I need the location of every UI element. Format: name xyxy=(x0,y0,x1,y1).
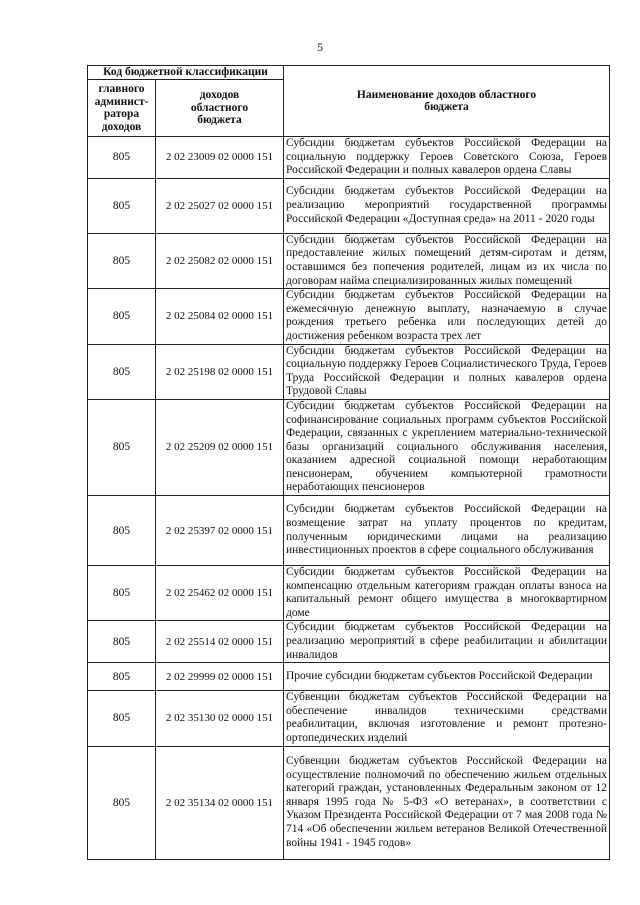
income-code-cell: 2 02 25462 02 0000 151 xyxy=(156,566,284,621)
income-name-cell: Субсидии бюджетам субъектов Российской Федерации на реализацию мероприятий в сфере реабилитации и абилитации инвалидов xyxy=(284,621,610,663)
income-name-cell: Субсидии бюджетам субъектов Российской Федерации на социальную поддержку Героев Социалистического Труда, Героев Труда Российской Федерации и полных кавалеров ордена Трудовой Славы xyxy=(284,344,610,399)
table-row xyxy=(88,663,610,691)
admin-code-cell: 805 xyxy=(88,289,156,344)
table-row xyxy=(88,691,610,746)
admin-code-cell: 805 xyxy=(88,233,156,288)
income-name-cell: Субсидии бюджетам субъектов Российской Федерации на предоставление жилых помещений детям-сиротам и детям, оставшимся без попечения родителей, лицам из их числа по договорам найма специализированных жилых помещений xyxy=(284,233,610,288)
table-row xyxy=(88,178,610,233)
income-code-cell: 2 02 25514 02 0000 151 xyxy=(156,621,284,663)
table-row xyxy=(88,399,610,495)
page-number: 5 xyxy=(317,40,323,54)
table-row xyxy=(88,566,610,621)
income-code-cell: 2 02 25084 02 0000 151 xyxy=(156,289,284,344)
admin-code-cell: 805 xyxy=(88,566,156,621)
table-row xyxy=(88,344,610,399)
table-row xyxy=(88,621,610,663)
admin-code-cell: 805 xyxy=(88,621,156,663)
table-row xyxy=(88,746,610,859)
income-code-cell: 2 02 25027 02 0000 151 xyxy=(156,178,284,233)
income-name-cell: Прочие субсидии бюджетам субъектов Российской Федерации xyxy=(284,663,610,691)
income-code-cell: 2 02 29999 02 0000 151 xyxy=(156,663,284,691)
income-name-cell: Субсидии бюджетам субъектов Российской Федерации на возмещение затрат на уплату процентов по кредитам, полученным юридическими лицами на реализацию инвестиционных проектов в сфере социального обслуживания xyxy=(284,496,610,566)
income-code-cell: 2 02 25209 02 0000 151 xyxy=(156,399,284,495)
table-row xyxy=(88,496,610,566)
income-code-cell: 2 02 25082 02 0000 151 xyxy=(156,233,284,288)
income-code-cell: 2 02 25198 02 0000 151 xyxy=(156,344,284,399)
header-group-code: Код бюджетной классификации xyxy=(88,66,284,80)
admin-code-cell: 805 xyxy=(88,663,156,691)
income-code-cell: 2 02 35130 02 0000 151 xyxy=(156,691,284,746)
admin-code-cell: 805 xyxy=(88,691,156,746)
budget-classification-table xyxy=(87,65,610,860)
admin-code-cell: 805 xyxy=(88,746,156,859)
admin-code-cell: 805 xyxy=(88,399,156,495)
income-name-cell: Субсидии бюджетам субъектов Российской Федерации на социальную поддержку Героев Советского Союза, Героев Российской Федерации и полных кавалеров ордена Славы xyxy=(284,137,610,179)
header-name-label: Наименование доходов областного бюджета xyxy=(356,88,537,113)
table-row xyxy=(88,289,610,344)
income-name-cell: Субсидии бюджетам субъектов Российской Федерации на компенсацию отдельным категориям граждан оплаты взноса на капитальный ремонт общего имущества в многоквартирном доме xyxy=(284,566,610,621)
income-name-cell: Субвенции бюджетам субъектов Российской Федерации на осуществление полномочий по обеспечению жильем отдельных категорий граждан, установленных Федеральным законом от 12 января 1995 года № 5-ФЗ «О ветеранах», в соответствии с Указом Президента Российской Федерации от 7 мая 2008 года № 714 «Об обеспечении жильем ветеранов Великой Отечественной войны 1941 - 1945 годов» xyxy=(284,746,610,859)
income-name-cell: Субвенции бюджетам субъектов Российской Федерации на обеспечение инвалидов техническими средствами реабилитации, включая изготовление и ремонт протезно-ортопедических изделий xyxy=(284,691,610,746)
admin-code-cell: 805 xyxy=(88,178,156,233)
income-code-cell: 2 02 23009 02 0000 151 xyxy=(156,137,284,179)
table-row xyxy=(88,233,610,288)
header-income: доходов областного бюджета xyxy=(156,80,284,137)
income-name-cell: Субсидии бюджетам субъектов Российской Федерации на реализацию мероприятий государственной программы Российской Федерации «Доступная среда» на 2011 - 2020 годы xyxy=(284,178,610,233)
admin-code-cell: 805 xyxy=(88,344,156,399)
income-name-cell: Субсидии бюджетам субъектов Российской Федерации на ежемесячную денежную выплату, назначаемую в случае рождения третьего ребенка или последующих детей до достижения ребенком возраста трех лет xyxy=(284,289,610,344)
income-code-cell: 2 02 35134 02 0000 151 xyxy=(156,746,284,859)
header-name xyxy=(284,66,610,137)
income-code-cell: 2 02 25397 02 0000 151 xyxy=(156,496,284,566)
header-admin: главного админист-ратора доходов xyxy=(88,80,156,137)
admin-code-cell: 805 xyxy=(88,496,156,566)
income-name-cell: Субсидии бюджетам субъектов Российской Федерации на софинансирование социальных программ субъектов Российской Федерации, связанных с укреплением материально-технической базы организаций социального обслуживания населения, оказанием адресной социальной помощи неработающим пенсионерам, обучением компьютерной грамотности неработающих пенсионеров xyxy=(284,399,610,495)
admin-code-cell: 805 xyxy=(88,137,156,179)
table-row xyxy=(88,137,610,179)
